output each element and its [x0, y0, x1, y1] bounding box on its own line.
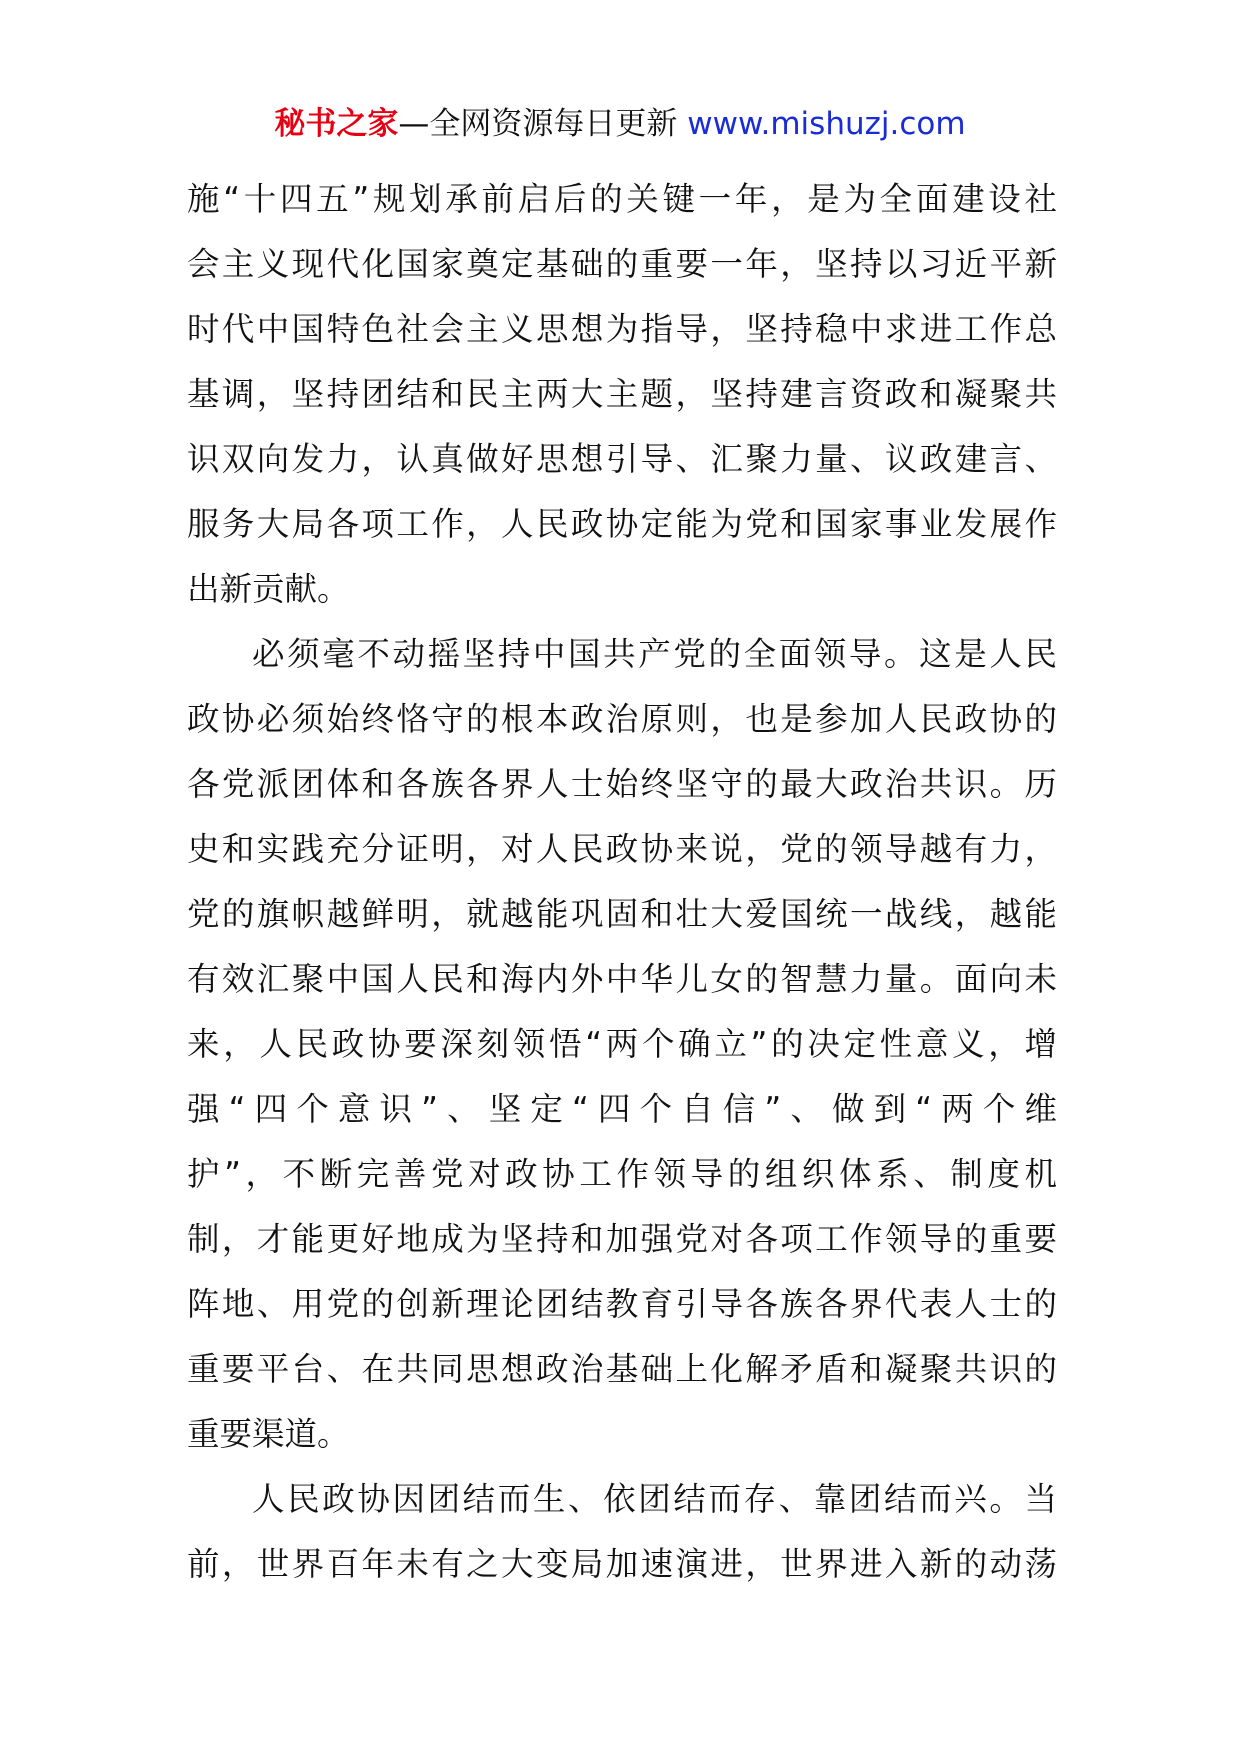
text-line: 政协必须始终恪守的根本政治原则，也是参加人民政协的 — [187, 700, 1057, 738]
text-line: 各党派团体和各族各界人士始终坚守的最大政治共识。历 — [187, 765, 1057, 803]
text-line: 基调，坚持团结和民主两大主题，坚持建言资政和凝聚共 — [187, 375, 1057, 413]
text-line: 重要平台、在共同思想政治基础上化解矛盾和凝聚共识的 — [187, 1350, 1057, 1388]
text-line: 施“十四五”规划承前启后的关键一年，是为全面建设社 — [187, 180, 1057, 218]
paragraph — [187, 622, 1057, 1467]
text-line: 服务大局各项工作，人民政协定能为党和国家事业发展作 — [187, 505, 1057, 543]
header-brand: 秘书之家 — [274, 106, 399, 142]
paragraph — [187, 167, 1057, 622]
text-line: 史和实践充分证明，对人民政协来说，党的领导越有力， — [187, 830, 1057, 868]
text-line: 前，世界百年未有之大变局加速演进，世界进入新的动荡 — [187, 1545, 1057, 1583]
paragraph — [187, 1467, 1057, 1597]
text-line: 来，人民政协要深刻领悟“两个确立”的决定性意义，增 — [187, 1025, 1057, 1063]
text-line: 阵地、用党的创新理论团结教育引导各族各界代表人士的 — [187, 1285, 1057, 1323]
text-line: 有效汇聚中国人民和海内外中华儿女的智慧力量。面向未 — [187, 960, 1057, 998]
text-line: 时代中国特色社会主义思想为指导，坚持稳中求进工作总 — [187, 310, 1057, 348]
text-line: 必须毫不动摇坚持中国共产党的全面领导。这是人民 — [252, 635, 1057, 673]
text-line: 党的旗帜越鲜明，就越能巩固和壮大爱国统一战线，越能 — [187, 895, 1057, 933]
header-tagline: —全网资源每日更新 — [398, 106, 678, 142]
header-url[interactable]: www.mishuzj.com — [687, 106, 966, 142]
text-line: 识双向发力，认真做好思想引导、汇聚力量、议政建言、 — [187, 440, 1057, 478]
text-line: 重要渠道。 — [187, 1415, 350, 1453]
text-line: 人民政协因团结而生、依团结而存、靠团结而兴。当 — [252, 1480, 1057, 1518]
text-line: 制，才能更好地成为坚持和加强党对各项工作领导的重要 — [187, 1220, 1057, 1258]
text-line: 强“四个意识”、坚定“四个自信”、做到“两个维 — [187, 1090, 1057, 1128]
document-body — [187, 167, 1057, 1597]
text-line: 会主义现代化国家奠定基础的重要一年，坚持以习近平新 — [187, 245, 1057, 283]
page-header — [0, 102, 1240, 146]
text-line: 护”，不断完善党对政协工作领导的组织体系、制度机 — [187, 1155, 1057, 1193]
text-line: 出新贡献。 — [187, 570, 350, 608]
